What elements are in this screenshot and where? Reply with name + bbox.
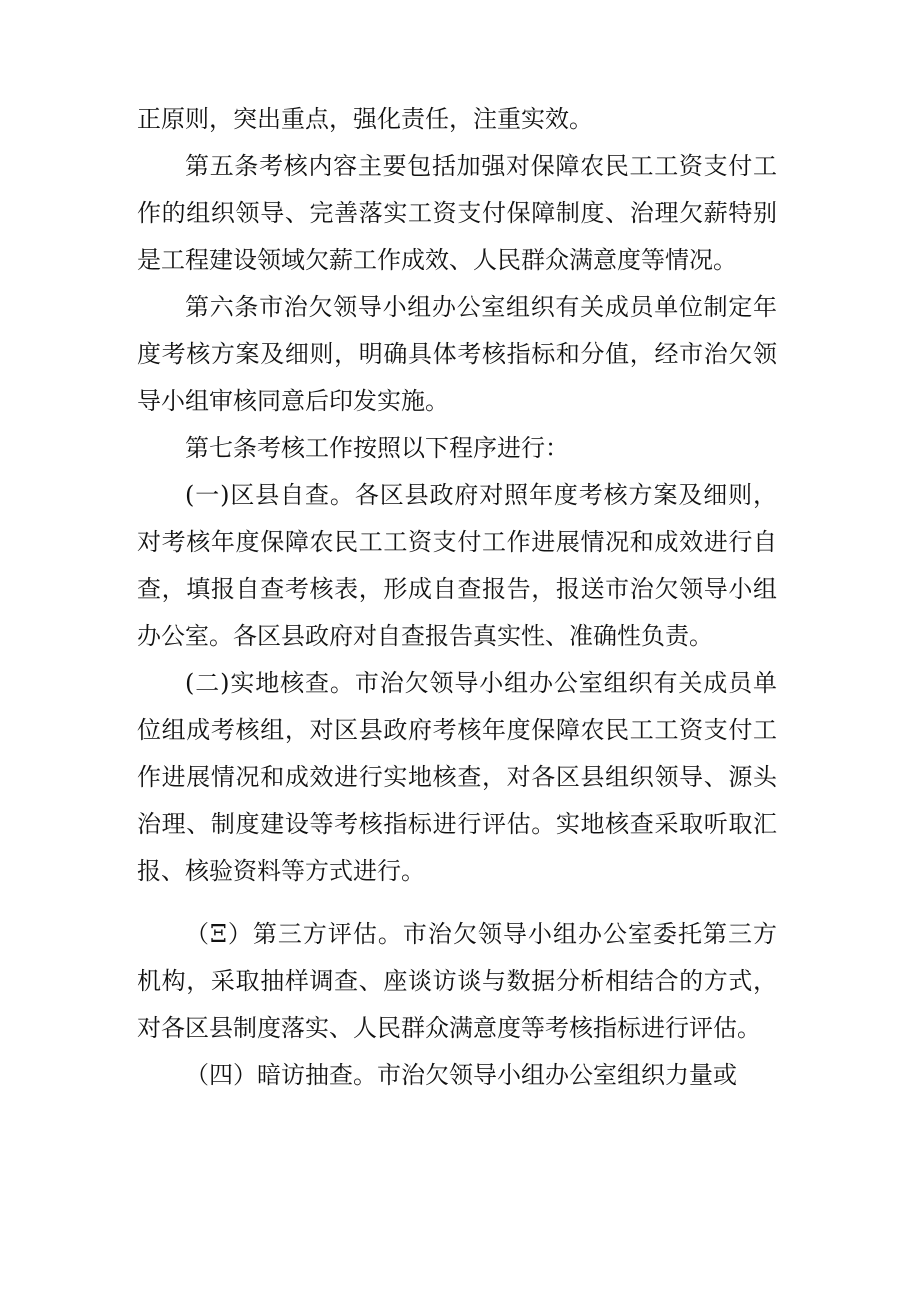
- paragraph: (二)实地核查。市治欠领导小组办公室组织有关成员单位组成考核组，对区县政府考核年度保障农民工工资支付工作进展情况和成效进行实地核查，对各区县组织领导、源头治理、制度建设等考核指标进行评估。实地核查采取听取汇报、核验资料等方式进行。: [137, 669, 777, 885]
- paragraph: 正原则，突出重点，强化责任，注重实效。: [137, 105, 593, 133]
- paragraph: （四）暗访抽查。市治欠领导小组办公室组织力量或: [185, 1061, 737, 1089]
- paragraph: 第七条考核工作按照以下程序进行：: [185, 434, 569, 462]
- paragraph: (一)区县自查。各区县政府对照年度考核方案及细则，对考核年度保障农民工工资支付工作进展情况和成效进行自查，填报自查考核表，形成自查报告，报送市治欠领导小组办公室。各区县政府对自查报告真实性、准确性负责。: [137, 481, 777, 650]
- paragraph: （Ξ）第三方评估。市治欠领导小组办公室委托第三方机构，采取抽样调查、座谈访谈与数据分析相结合的方式，对各区县制度落实、人民群众满意度等考核指标进行评估。: [137, 920, 777, 1042]
- paragraph-gap: [137, 895, 777, 911]
- paragraph: 第五条考核内容主要包括加强对保障农民工工资支付工作的组织领导、完善落实工资支付保障制度、治理欠薪特别是工程建设领域欠薪工作成效、人民群众满意度等情况。: [137, 152, 777, 274]
- paragraph: 第六条市治欠领导小组办公室组织有关成员单位制定年度考核方案及细则，明确具体考核指标和分值，经市治欠领导小组审核同意后印发实施。: [137, 293, 777, 415]
- document-body: [137, 96, 777, 1099]
